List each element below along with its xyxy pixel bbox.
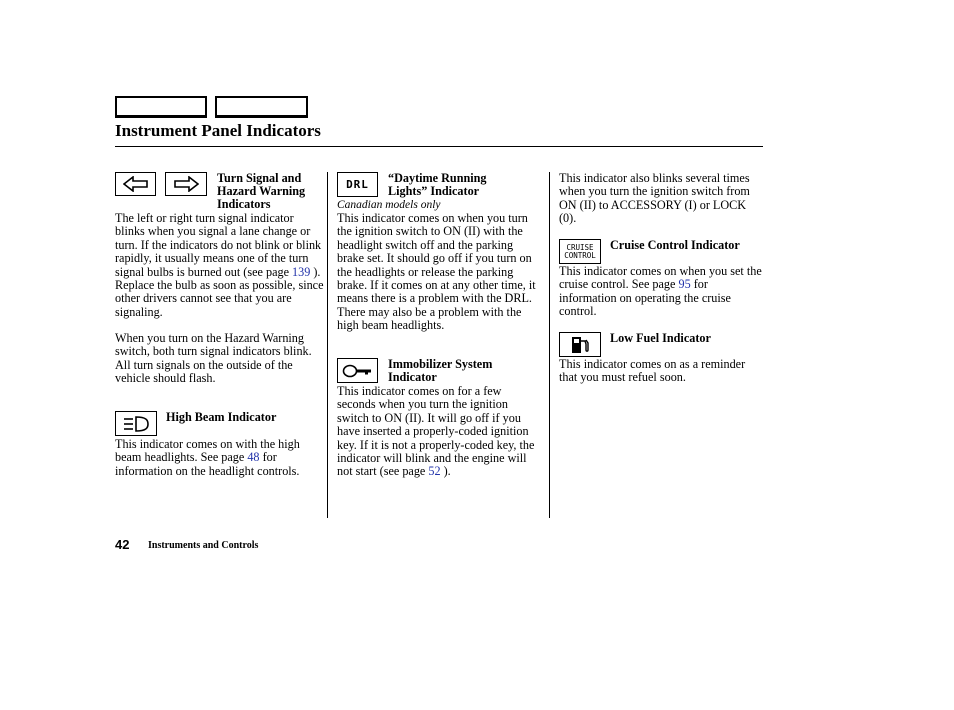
column-divider-2 <box>549 172 550 518</box>
title-rule <box>115 146 763 147</box>
turn-right-arrow-icon <box>165 172 207 196</box>
cruise-control-icon: CRUISE CONTROL <box>559 239 601 264</box>
high-beam-text: This indicator comes on with the high beam headlights. See page 48 for information on the headlight controls. <box>115 437 300 478</box>
turn-signal-heading: Turn Signal and Hazard Warning Indicators <box>217 171 306 212</box>
cruise-control-text: This indicator comes on when you set the cruise control. See page 95 for information on operating the cruise control. <box>559 264 762 319</box>
drl-note: Canadian models only <box>337 199 441 211</box>
hazard-text: When you turn on the Hazard Warning switch, both turn signal indicators blink. All turn signals on the outside of the vehicle should flash. <box>115 331 312 386</box>
high-beam-heading: High Beam Indicator <box>166 410 277 424</box>
drl-icon: DRL <box>337 172 378 197</box>
low-fuel-text: This indicator comes on as a reminder that you must refuel soon. <box>559 357 746 385</box>
page-title: Instrument Panel Indicators <box>115 121 321 140</box>
cruise-control-heading: Cruise Control Indicator <box>610 238 740 252</box>
drl-text: This indicator comes on when you turn the ignition switch to ON (II) with the headlight switch off and the parking brake set. It should go off if you turn on the headlights or release the parking brake. If it comes on at any other time, it means there is a problem with the DRL. There may also be a problem with the high beam headlights. <box>337 211 536 333</box>
section-name: Instruments and Controls <box>148 540 259 551</box>
immobilizer-heading: Immobilizer System Indicator <box>388 357 493 385</box>
immobilizer-blink-text: This indicator also blinks several times when you turn the ignition switch from ON (II) to ACCESSORY (I) or LOCK (0). <box>559 171 750 226</box>
turn-signal-text: The left or right turn signal indicator blinks when you signal a lane change or turn. If the indicators do not blink or blink rapidly, it usually means one of the turn signal bulbs is burned out (see page 139 ). Replace the bulb as soon as possible, since other drivers cannot see that you are signaling. <box>115 211 324 319</box>
high-beam-icon <box>115 411 157 436</box>
page-link-52[interactable]: 52 <box>428 464 441 479</box>
immobilizer-key-icon <box>337 358 378 383</box>
drl-heading: “Daytime Running Lights” Indicator <box>388 171 487 199</box>
column-divider-1 <box>327 172 328 518</box>
low-fuel-heading: Low Fuel Indicator <box>610 331 711 345</box>
header-tab-box-left <box>115 96 207 118</box>
fuel-pump-icon <box>559 332 601 357</box>
page-link-95[interactable]: 95 <box>678 277 691 292</box>
turn-left-arrow-icon <box>115 172 156 196</box>
page-link-139[interactable]: 139 <box>292 264 311 279</box>
header-tab-box-right <box>215 96 308 118</box>
immobilizer-text: This indicator comes on for a few seconds when you turn the ignition switch to ON (II). It will go off if you have inserted a properly-coded ignition key. If it is not a properly-coded key, the indicator will blink and the engine will not start (see page 52 ). <box>337 384 535 479</box>
page-link-48[interactable]: 48 <box>247 450 260 465</box>
page-number: 42 <box>115 537 130 552</box>
